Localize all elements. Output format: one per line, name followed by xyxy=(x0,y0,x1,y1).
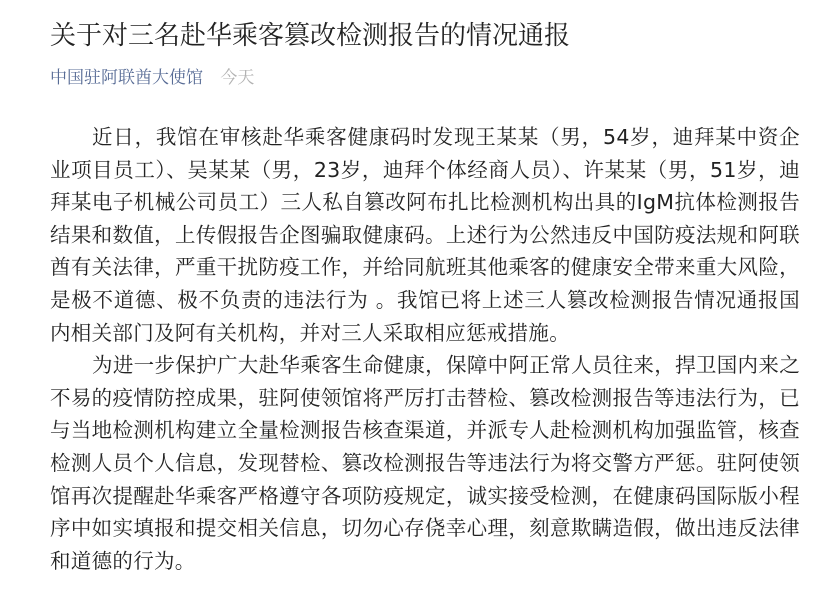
source-account-link[interactable]: 中国驻阿联酋大使馆 xyxy=(50,68,203,88)
publish-date: 今天 xyxy=(220,68,255,88)
article-title: 关于对三名赴华乘客篡改检测报告的情况通报 xyxy=(50,21,571,51)
article-body xyxy=(50,121,800,577)
paragraph: 为进一步保护广大赴华乘客生命健康，保障中阿正常人员往来，捍卫国内来之不易的疫情防控成果，驻阿使领馆将严厉打击替检、篡改检测报告等违法行为，已与当地检测机构建立全量检测报告核查渠道，并派专人赴检测机构加强监管，核查检测人员个人信息，发现替检、篡改检测报告等违法行为将交警方严惩。驻阿使领馆再次提醒赴华乘客严格遵守各项防疫规定，诚实接受检测，在健康码国际版小程序中如实填报和提交相关信息，切勿心存侥幸心理，刻意欺瞒造假，做出违反法律和道德的行为。 xyxy=(50,353,800,573)
paragraph: 近日，我馆在审核赴华乘客健康码时发现王某某（男，54岁，迪拜某中资企业项目员工）、吴某某（男，23岁，迪拜个体经商人员）、许某某（男，51岁，迪拜某电子机械公司员工）三人私自篡改阿布扎比检测机构出具的IgM抗体检测报告结果和数值，上传假报告企图骗取健康码。上述行为公然违反中国防疫法规和阿联酋有关法律，严重干扰防疫工作，并给同航班其他乘客的健康安全带来重大风险，是极不道德、极不负责的违法行为 。我馆已将上述三人篡改检测报告情况通报国内相关部门及阿有关机构，并对三人采取相应惩戒措施。 xyxy=(50,125,800,345)
article-meta xyxy=(50,64,254,92)
